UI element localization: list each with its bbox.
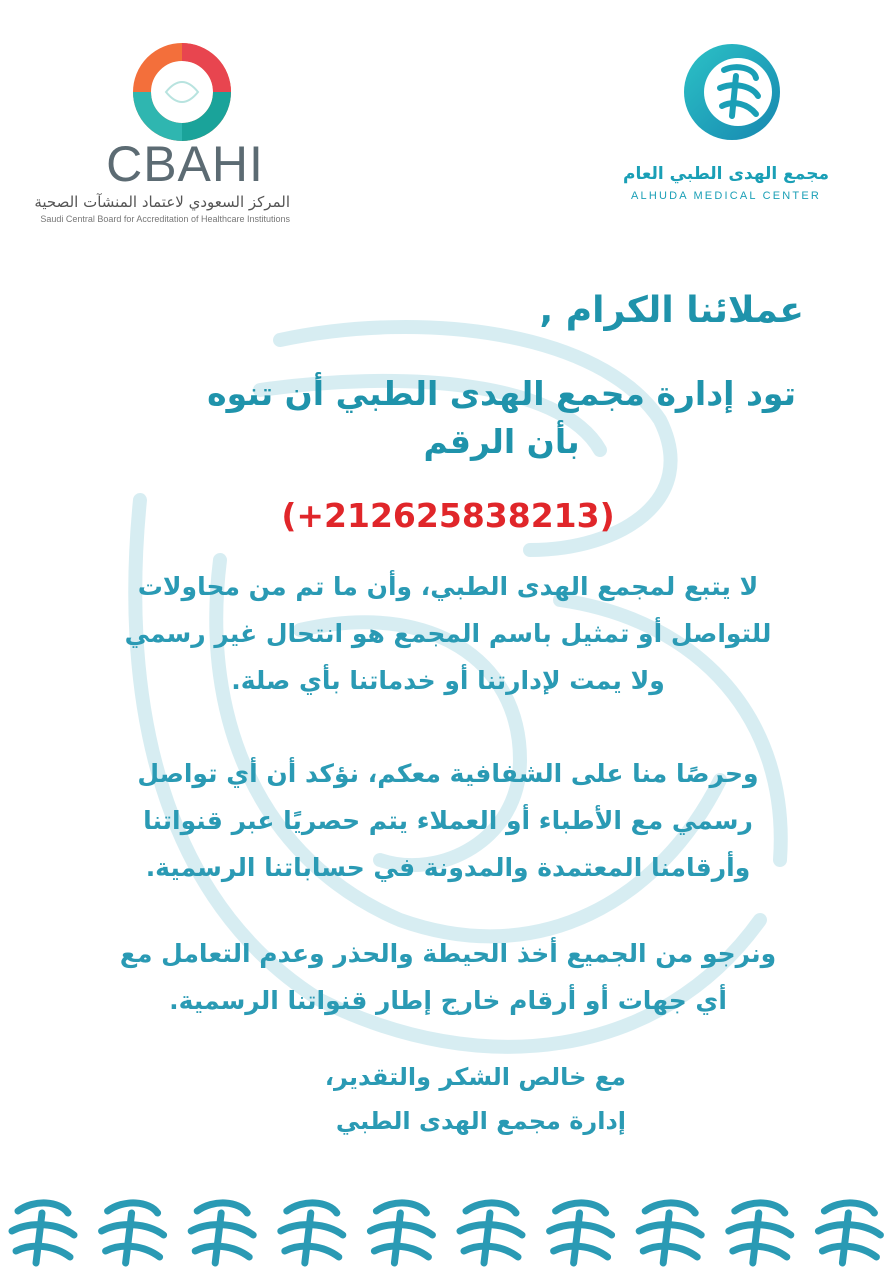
paragraph-line: ولا يمت لإدارتنا أو خدماتنا بأي صلة.	[231, 666, 665, 695]
paragraph-line: وحرصًا منا على الشفافية معكم، نؤكد أن أي تواصل	[137, 759, 759, 788]
paragraph-2	[60, 750, 836, 891]
intro-line-2: بأن الرقم	[423, 422, 580, 461]
alhuda-english-name: ALHUDA MEDICAL CENTER	[630, 190, 822, 202]
paragraph-line: للتواصل أو تمثيل باسم المجمع هو انتحال غير رسمي	[124, 619, 772, 648]
paragraph-line: رسمي مع الأطباء أو العملاء يتم حصريًا عبر قنواتنا	[143, 806, 753, 835]
alhuda-logo-mark-icon	[281, 1203, 343, 1263]
phone-number: (+212625838213)	[281, 496, 615, 535]
cbahi-ring-logo-icon	[132, 42, 232, 142]
alhuda-logo-mark-icon	[102, 1203, 164, 1263]
paragraph-3	[60, 930, 836, 1024]
alhuda-circle-logo-icon	[682, 42, 782, 142]
cbahi-logo	[34, 38, 310, 228]
alhuda-logo-mark-icon	[12, 1203, 74, 1263]
alhuda-logo-mark-icon	[729, 1203, 791, 1263]
paragraph-line: لا يتبع لمجمع الهدى الطبي، وأن ما تم من محاولات	[137, 572, 759, 601]
alhuda-logo-mark-icon	[550, 1203, 612, 1263]
greeting: عملائنا الكرام ,	[539, 290, 804, 331]
closing-line-1: مع خالص الشكر والتقدير،	[324, 1063, 626, 1091]
footer-pattern	[0, 1185, 896, 1275]
cbahi-english-name: Saudi Central Board for Accreditation of Healthcare Institutions	[40, 214, 290, 224]
paragraph-line: وأرقامنا المعتمدة والمدونة في حساباتنا الرسمية.	[145, 853, 751, 882]
alhuda-arabic-name: مجمع الهدى الطبي العام	[623, 164, 829, 184]
cbahi-arabic-name: المركز السعودي لاعتماد المنشآت الصحية	[34, 193, 290, 211]
alhuda-logo-mark-icon	[191, 1203, 253, 1263]
intro	[207, 370, 796, 466]
intro-line-1: تود إدارة مجمع الهدى الطبي أن تنوه	[207, 374, 796, 413]
closing-line-2: إدارة مجمع الهدى الطبي	[335, 1107, 626, 1135]
paragraph-1	[60, 563, 836, 704]
closing	[325, 1055, 626, 1143]
alhuda-logo-mark-icon	[460, 1203, 522, 1263]
paragraph-line: أي جهات أو أرقام خارج إطار قنواتنا الرسمية.	[169, 986, 727, 1015]
cbahi-wordmark: CBAHI	[106, 136, 264, 192]
alhuda-logo-mark-icon	[639, 1203, 701, 1263]
alhuda-logo-mark-icon	[818, 1203, 880, 1263]
paragraph-line: ونرجو من الجميع أخذ الحيطة والحذر وعدم التعامل مع	[119, 939, 777, 968]
alhuda-logo-mark-icon	[370, 1203, 432, 1263]
alhuda-logo	[620, 40, 850, 220]
